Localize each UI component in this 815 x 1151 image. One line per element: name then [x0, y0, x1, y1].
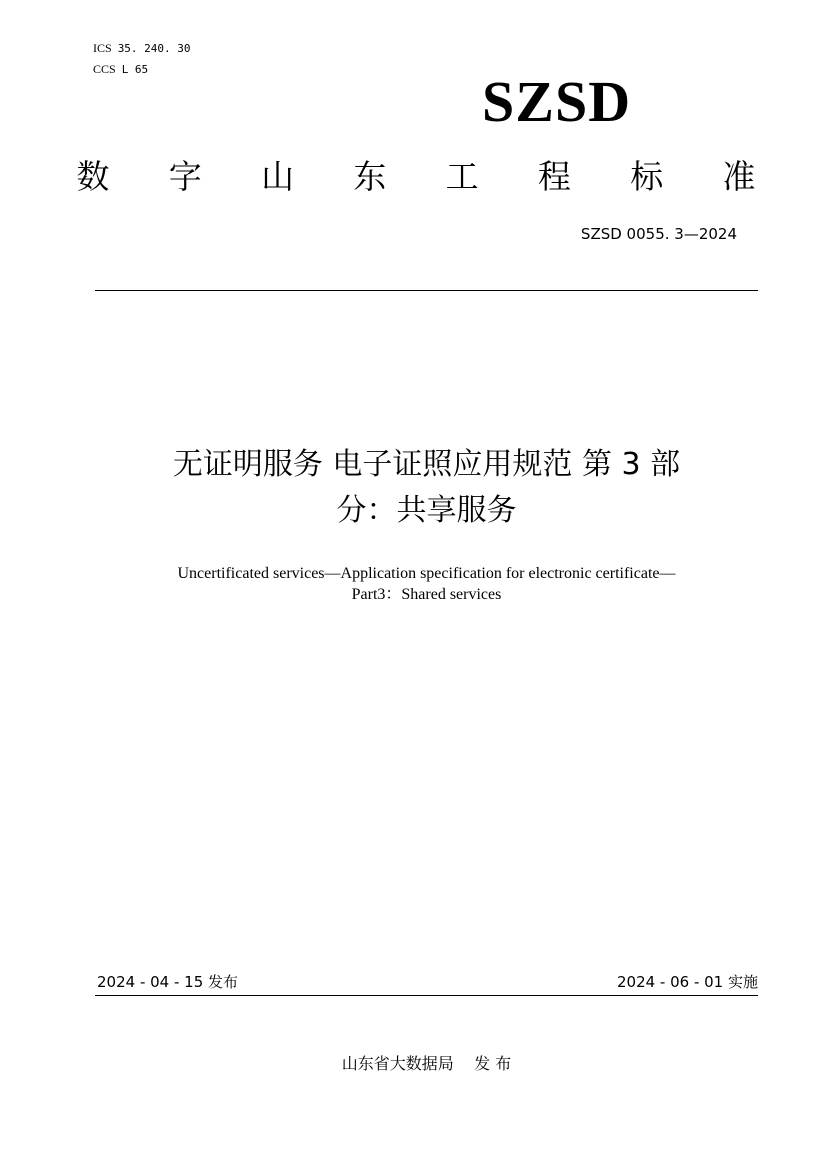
ccs-label: CCS: [93, 62, 116, 76]
standard-type-char: 工: [445, 157, 479, 196]
title-chinese-line-2: 分：共享服务: [336, 493, 517, 528]
issue-date: 2024 - 04 - 15 发布: [97, 973, 239, 991]
brand-logo: SZSD: [482, 69, 632, 134]
footer-divider: [95, 995, 758, 996]
ccs-value: L 65: [121, 63, 149, 76]
title-chinese: [95, 442, 758, 534]
title-english: [95, 563, 758, 605]
standard-number: SZSD 0055. 3—2024: [580, 225, 737, 243]
standard-type-char: 数: [76, 157, 110, 196]
header-divider: [95, 290, 758, 291]
title-english-line-1: Uncertificated services—Application specification for electronic certificate—: [177, 565, 676, 582]
standard-type-char: 标: [630, 157, 664, 196]
standard-type-char: 东: [353, 157, 387, 196]
standard-type-char: 准: [722, 157, 756, 196]
ccs-code: [93, 61, 148, 78]
title-chinese-line-1: 无证明服务 电子证照应用规范 第 3 部: [172, 447, 681, 482]
title-english-line-2: Part3：Shared services: [351, 586, 502, 603]
ics-label: ICS: [93, 41, 112, 55]
standard-type-char: 字: [168, 157, 202, 196]
ics-code: [93, 40, 191, 57]
standard-type-char: 山: [261, 157, 295, 196]
ics-value: 35. 240. 30: [117, 42, 191, 55]
implementation-date: 2024 - 06 - 01 实施: [616, 973, 758, 991]
standard-type: [76, 152, 756, 202]
publisher: 山东省大数据局 发 布: [341, 1054, 512, 1073]
standard-type-char: 程: [537, 157, 571, 196]
